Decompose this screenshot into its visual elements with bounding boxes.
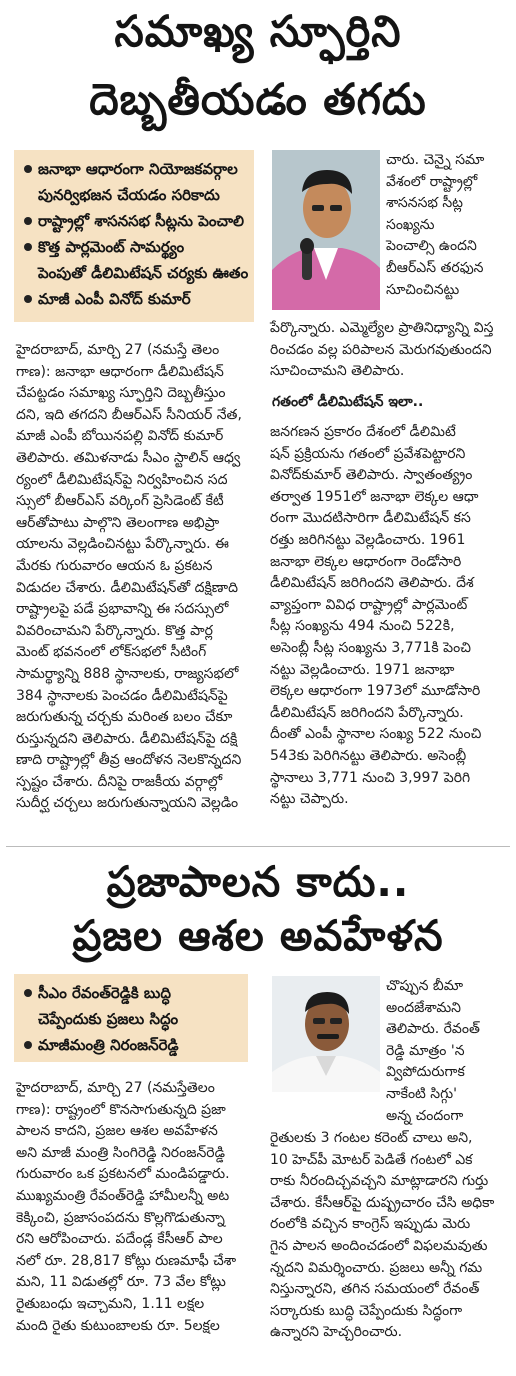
bullet-icon (24, 243, 32, 251)
summary-item-text: చెప్పేందుకు ప్రజలు సిద్ధం (38, 1010, 179, 1028)
article-1-photo (272, 150, 380, 310)
text-line: సామర్థ్యాన్ని 888 స్థానాలకు, రాజ్యసభలో (16, 665, 239, 682)
article-2-summary-box (14, 974, 248, 1062)
text-line: తెలిపారు. తమిళనాడు సీఎం స్టాలిన్ ఆధ్వ (16, 449, 241, 466)
summary-item (22, 1032, 240, 1058)
text-line: లెక్కల ఆధారంగా 1973లో మూడోసారి (270, 683, 481, 700)
text-line: రాకు నీరందిచ్చవచ్చని మాట్లాడారని గుర్తు (270, 1173, 489, 1190)
text-line: రించడం వల్ల పరిపాలన మెరుగవుతుందని (270, 341, 492, 358)
bullet-icon (24, 217, 32, 225)
text-line: హైదరాబాద్, మార్చి 27 (నమస్తే తెలం (16, 342, 220, 358)
summary-item (22, 234, 246, 260)
text-line: పెంచాల్సి ఉందని (386, 238, 477, 255)
article-2-headline-line-2: ప్రజల ఆశల అవహేళన (72, 911, 444, 960)
summary-item-text: మాజీమంత్రి నిరంజన్‌రెడ్డి (38, 1036, 179, 1054)
bullet-icon (24, 989, 32, 997)
text-line: గురువారం ఒక ప్రకటనలో మండిపడ్డారు. (16, 1166, 230, 1183)
text-line: చారు. చెన్నై సమా (386, 152, 485, 168)
text-line: ఆర్‌తోపాటు పాల్గొని తెలంగాణ అభిప్రా (16, 514, 220, 531)
text-line: హైదరాబాద్, మార్చి 27 (నమస్తేతెలం (16, 1080, 215, 1096)
text-line: సుదీర్ఘ చర్చలు జరుగుతున్నాయని వెల్లడిం (16, 795, 239, 812)
text-line: 543కు పెరిగినట్టు తెలిపారు. అసెంబ్లీ (270, 747, 467, 764)
bullet-icon (24, 1041, 32, 1049)
article-1-right-body (270, 422, 510, 811)
text-line: మంది రైతు కుటుంబాలకు రూ. 5లక్షల (16, 1317, 220, 1334)
summary-item-text: కొత్త పార్లమెంట్ సామర్థ్యం (38, 238, 185, 256)
text-line: సంఖ్యను (386, 216, 435, 233)
text-line: 384 స్థానాలకు పెంచడం డీలిమిటేషన్‌పై (16, 687, 228, 704)
article-2-left-column (16, 1078, 264, 1337)
text-line: నాకేంటి సిగ్గు' (386, 1085, 457, 1102)
text-line: సూచించినట్టు (386, 281, 460, 298)
text-line: రంలోకి వచ్చిన కాంగ్రెస్ ఇప్పుడు మెరు (270, 1216, 471, 1233)
text-line: మని, 11 విడుతల్లో రూ. 73 వేల కోట్లు (16, 1274, 226, 1291)
bullet-icon (24, 295, 32, 303)
text-line: గాణ): రాష్ట్రంలో కొనసాగుతున్నది ప్రజా (16, 1101, 226, 1118)
text-line: షన్ ప్రక్రియను గతంలో ప్రవేశపెట్టారని (270, 445, 466, 462)
text-line: స్సులో బీఆర్ఎస్ వర్కింగ్ ప్రెసిడెంట్ కేటీ (16, 493, 224, 510)
text-line: రైతులకు 3 గంటల కరెంట్ చాలు అని, (270, 1130, 473, 1146)
text-line: నట్టు చెప్పారు. (270, 791, 349, 808)
text-line: వ్యాప్తంగా వివిధ రాష్ట్రాల్లో పార్లమెంట్ (270, 596, 468, 613)
text-line: సీట్ల సంఖ్యను 494 నుంచి 522కి, (270, 618, 455, 635)
text-line: అని మాజీ మంత్రి సింగిరెడ్డి నిరంజన్‌రెడ్డి (16, 1144, 225, 1161)
article-2-right-top-column (386, 976, 510, 1127)
summary-item-text: రాష్ట్రాల్లో శాసనసభ సీట్లను పెంచాలి (38, 212, 245, 230)
text-line: అందజేశామని (386, 999, 461, 1016)
text-line: వివరించామని పేర్కొన్నారు. కొత్త పార్ల (16, 622, 213, 639)
text-line: తర్వాత 1951లో జనాభా లెక్కల ఆధా (270, 488, 479, 505)
niranjan-reddy-photo-icon (272, 976, 380, 1092)
text-line: మాజీ ఎంపీ బోయినపల్లి వినోద్ కుమార్ (16, 428, 224, 445)
text-line: పేర్కొన్నారు. ఎమ్మెల్యేల ప్రాతినిధ్యాన్ని విస్త (270, 320, 494, 336)
article-1-headline-line-1: సమాఖ్య స్ఫూర్తిని (114, 7, 402, 57)
article-2-headline-line-1: ప్రజాపాలన కాదు.. (106, 857, 410, 906)
article-1-summary-box (14, 150, 254, 322)
text-line: రాష్ట్రాలపై పడే ప్రభావాన్ని ఈ సదస్సులో (16, 601, 229, 618)
text-line: రుస్తున్నదని తెలిపారు. డీలిమిటేషన్‌పై దక్షి (16, 730, 238, 747)
summary-item (22, 182, 246, 208)
article-1-right-top-column (386, 150, 510, 301)
summary-item (22, 156, 246, 182)
text-line: చేపట్టడం సమాఖ్య స్ఫూర్తిని దెబ్బతీస్తుం (16, 385, 226, 402)
text-line: సూచించామని తెలిపారు. (270, 363, 405, 380)
text-line: డీలిమిటేషన్ జరిగిందని తెలిపారు. దేశ (270, 575, 474, 592)
text-line: దని, ఇది తగదని బీఆర్ఎస్ సీనియర్ నేత, (16, 406, 242, 423)
text-line: రెడ్డి మాత్రం 'న (386, 1042, 465, 1059)
text-line: జనాభా లెక్కల ఆధారంగా రెండోసారి (270, 553, 462, 570)
article-1-headline-line-2: దెబ్బతీయడం తగదు (89, 75, 427, 125)
text-line: నిస్తున్నారని, తగిన సమయంలో రేవంత్ (270, 1281, 480, 1298)
summary-item-text: పునర్విభజన చేయడం సరికాదు (38, 186, 220, 204)
text-line: జరుగుతున్న చర్చకు మరింత బలం చేకూ (16, 709, 233, 726)
text-line: స్పష్టం చేశారు. దీనిపై రాజకీయ వర్గాల్లో (16, 773, 223, 790)
summary-item-text: సీఎం రేవంత్‌రెడ్డికి బుద్ధి (38, 984, 171, 1002)
text-line: వ్విపోదురుగాక (386, 1064, 465, 1081)
text-line: చేశారు. కేసీఆర్‌పై దుష్ప్రచారం చేసి అధికా (270, 1194, 495, 1211)
text-line: వినోద్‌కుమార్ తెలిపారు. స్వాతంత్య్రం (270, 467, 473, 484)
text-line: గైన పాలన అందించడంలో విఫలమవుతు (270, 1237, 488, 1254)
text-line: చొప్పున బీమా (386, 978, 463, 994)
text-line: గాణ): జనాభా ఆధారంగా డీలిమిటేషన్ (16, 363, 224, 380)
text-line: ముఖ్యమంత్రి రేవంత్‌రెడ్డి హామీలన్నీ అట (16, 1187, 230, 1204)
text-line: కెక్కించి, ప్రజాసంపదను కొల్లగొడుతున్నా (16, 1209, 225, 1226)
text-line: అసెంబ్లీ సీట్ల సంఖ్యను 3,771కి పెంచి (270, 639, 471, 656)
summary-item-text: పెంపుతో డీలిమిటేషన్ చర్యకు ఊతం (38, 264, 249, 282)
text-line: ణాది రాష్ట్రాల్లో తీవ్ర ఆందోళన నెలకొన్నదని (16, 752, 242, 769)
text-line: నలో రూ. 28,817 కోట్లు రుణమాఫీ చేశా (16, 1252, 237, 1269)
text-line: 10 హెచ్‌పీ మోటర్ పెడితే గంటలో ఎక (270, 1151, 473, 1168)
text-line: దీంతో ఎంపీ స్థానాల సంఖ్య 522 నుంచి (270, 726, 482, 743)
article-1-subheading: గతంలో డీలిమిటేషన్ ఇలా.. (272, 394, 424, 410)
text-line: యాలను వెల్లడించినట్టు పేర్కొన్నారు. ఈ (16, 536, 229, 553)
text-line: స్థానాలు 3,771 నుంచి 3,997 పెరిగి (270, 769, 471, 786)
text-line: ర్యంలో డీలిమిటేషన్‌పై నిర్వహించిన సద (16, 471, 228, 488)
text-line: తెలిపారు. రేవంత్ (386, 1021, 480, 1038)
text-line: మేరకు గురువారం ఆయన ఓ ప్రకటన (16, 557, 213, 574)
text-line: న్నదని విమర్శించారు. ప్రజలు అన్నీ గమ (270, 1259, 483, 1276)
summary-item-text: మాజీ ఎంపీ వినోద్ కుమార్ (38, 290, 191, 308)
text-line: రత్తు జరిగినట్టు వెల్లడించారు. 1961 (270, 531, 466, 548)
text-line: రైతుబంధు ఇచ్చామని, 1.11 లక్షల (16, 1295, 205, 1312)
text-line: రంగా మొదటిసారిగా డీలిమిటేషన్ కస (270, 510, 471, 527)
text-line: రని ఆరోపించారు. పదేండ్ల కేసీఆర్ పాల (16, 1231, 223, 1248)
summary-item (22, 1006, 240, 1032)
text-line: పాలన కాదని, ప్రజల ఆశల అవహేళన (16, 1123, 218, 1140)
text-line: సర్కారుకు బుద్ధి చెప్పేందుకు సిద్ధంగా (270, 1302, 463, 1319)
article-1-left-column (16, 340, 264, 815)
text-line: నట్టు వెల్లడించారు. 1971 జనాభా (270, 661, 455, 678)
text-line: శాసనసభ సీట్ల (386, 195, 463, 212)
text-line: వేశంలో రాష్ట్రాల్లో (386, 173, 478, 190)
text-line: బీఆర్ఎస్ తరఫున (386, 259, 484, 276)
text-line: జనగణన ప్రకారం దేశంలో డీలిమిటే (270, 424, 456, 440)
text-line: డీలిమిటేషన్ జరిగిందని పేర్కొన్నారు. (270, 704, 464, 721)
article-divider (6, 846, 510, 847)
article-2-photo (272, 976, 380, 1092)
text-line: విడుదల చేశారు. డీలిమిటేషన్‌తో దక్షిణాది (16, 579, 239, 596)
article-1-right-full-column (270, 318, 510, 383)
text-line: మెంట్ భవనంలో లోక్‌సభలో సీటింగ్ (16, 644, 207, 661)
article-2-right-body (270, 1128, 510, 1344)
text-line: ఉన్నారని హెచ్చరించారు. (270, 1324, 403, 1341)
summary-item-text: జనాభా ఆధారంగా నియోజకవర్గాల (38, 160, 238, 178)
summary-item (22, 980, 240, 1006)
text-line: అన్న చందంగా (386, 1107, 464, 1124)
summary-item (22, 260, 249, 286)
summary-item (22, 208, 246, 234)
vinod-kumar-photo-icon (272, 150, 380, 310)
summary-item (22, 286, 246, 312)
bullet-icon (24, 165, 32, 173)
